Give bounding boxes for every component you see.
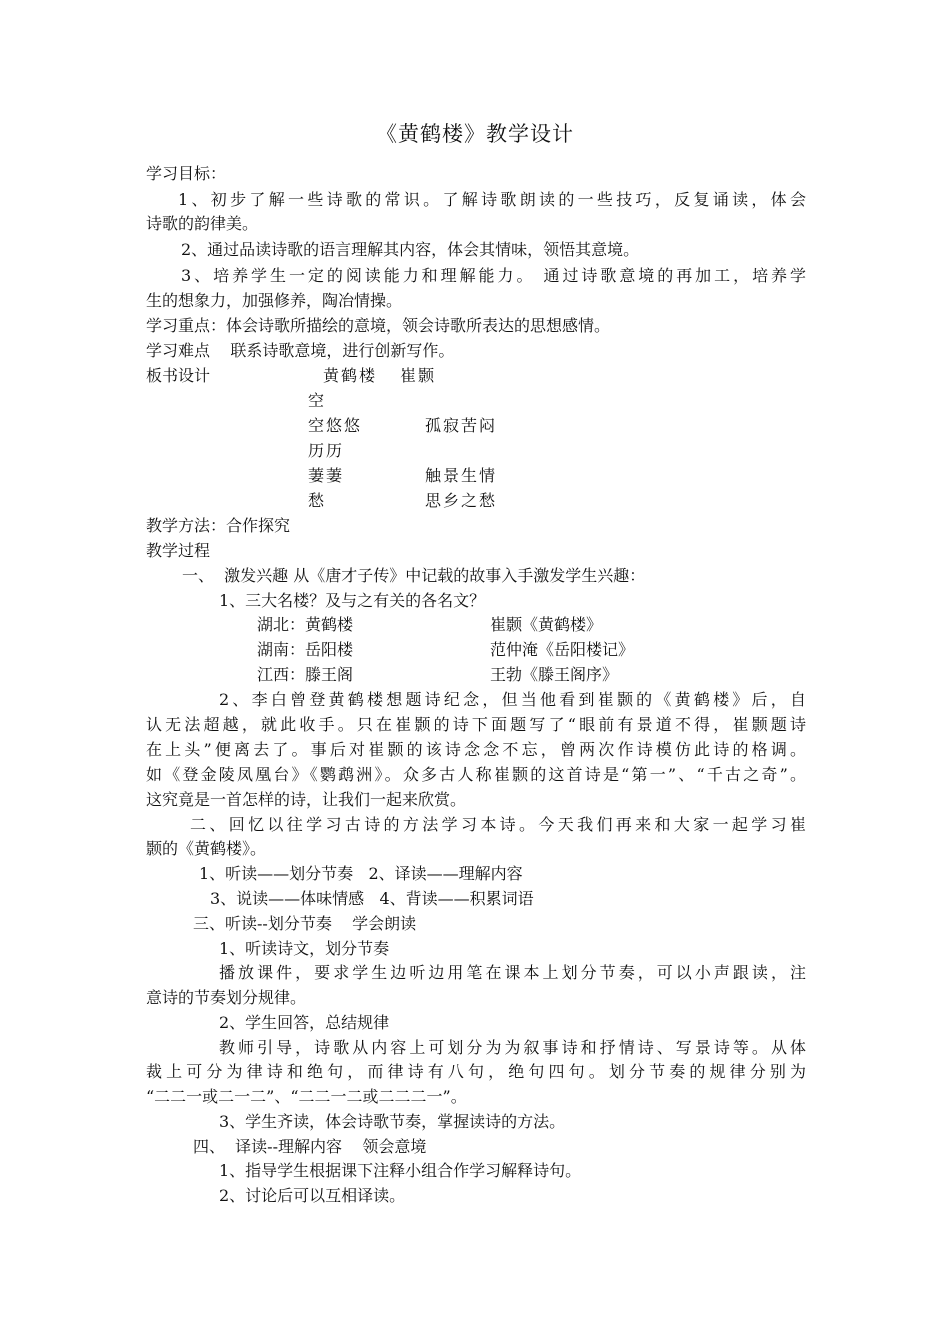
section-3-step-2-line-1: 教师引导，诗歌从内容上可划分为为叙事诗和抒情诗、写景诗等。从体 bbox=[219, 1038, 806, 1057]
objective-3-line-2: 生的想象力，加强修养，陶冶情操。 bbox=[146, 291, 403, 310]
tower-work-3: 王勃《滕王阁序》 bbox=[490, 665, 619, 684]
board-poem: 黄鹤楼 bbox=[323, 366, 378, 385]
section-3-step-3: 3、学生齐读，体会诗歌节奏，掌握读诗的方法。 bbox=[219, 1112, 566, 1131]
tower-place-2: 湖南：岳阳楼 bbox=[257, 640, 354, 659]
section-2-line-1: 二、回忆以往学习古诗的方法学习本诗。今天我们再来和大家一起学习崔 bbox=[190, 815, 806, 834]
section-4-step-2: 2、讨论后可以互相译读。 bbox=[219, 1186, 406, 1205]
section-2-line-2: 颢的《黄鹤楼》。 bbox=[146, 839, 267, 858]
section-4-step-1: 1、指导学生根据课下注释小组合作学习解释诗句。 bbox=[219, 1161, 582, 1180]
section-3-step-1-line-1: 播放课件，要求学生边听边用笔在课本上划分节奏，可以小声跟读，注 bbox=[219, 963, 806, 982]
objectives-label: 学习目标： bbox=[146, 164, 227, 183]
tower-work-1: 崔颢《黄鹤楼》 bbox=[490, 615, 603, 634]
board-left-2: 空悠悠 bbox=[308, 416, 363, 435]
tower-place-1: 湖北：黄鹤楼 bbox=[257, 615, 354, 634]
section-2-methods-2: 3、说读——体味情感 4、背读——积累词语 bbox=[210, 889, 534, 908]
tower-place-3: 江西：滕王阁 bbox=[257, 665, 354, 684]
section-3-step-1: 1、听读诗文，划分节奏 bbox=[219, 939, 390, 958]
section-1-question: 1、三大名楼？及与之有关的各名文？ bbox=[219, 591, 486, 610]
board-right-2: 触景生情 bbox=[425, 466, 498, 485]
board-left-5: 愁 bbox=[308, 491, 327, 510]
section-3-step-2: 2、学生回答，总结规律 bbox=[219, 1013, 390, 1032]
difficulty: 学习难点 联系诗歌意境，进行创新写作。 bbox=[146, 341, 455, 360]
board-left-1: 空 bbox=[308, 391, 327, 410]
objective-3-line-1: 3、培养学生一定的阅读能力和理解能力。 通过诗歌意境的再加工，培养学 bbox=[181, 266, 806, 285]
board-author: 崔颢 bbox=[400, 366, 437, 385]
key-point: 学习重点：体会诗歌所描绘的意境，领会诗歌所表达的思想感情。 bbox=[146, 316, 611, 335]
section-1-paragraph-line-5: 这究竟是一首怎样的诗，让我们一起来欣赏。 bbox=[146, 790, 467, 809]
section-1-paragraph-line-1: 2、李白曾登黄鹤楼想题诗纪念，但当他看到崔颢的《黄鹤楼》后，自 bbox=[219, 690, 806, 709]
board-left-4: 萋萋 bbox=[308, 466, 345, 485]
board-right-1: 孤寂苦闷 bbox=[425, 416, 498, 435]
page-title: 《黄鹤楼》教学设计 bbox=[376, 122, 574, 146]
section-1-paragraph-line-3: 在上头”便离去了。事后对崔颢的该诗念念不忘，曾两次作诗模仿此诗的格调。 bbox=[146, 740, 806, 759]
objective-1-line-2: 诗歌的韵律美。 bbox=[146, 214, 259, 233]
process-label: 教学过程 bbox=[146, 541, 211, 560]
section-3-step-2-line-2: 裁上可分为律诗和绝句，而律诗有八句，绝句四句。划分节奏的规律分别为 bbox=[146, 1062, 806, 1081]
board-right-3: 思乡之愁 bbox=[425, 491, 498, 510]
objective-2: 2、通过品读诗歌的语言理解其内容，体会其情味，领悟其意境。 bbox=[181, 240, 640, 259]
method: 教学方法：合作探究 bbox=[146, 516, 291, 535]
board-label: 板书设计 bbox=[146, 366, 211, 385]
section-3-heading: 三、听读--划分节奏 学会朗读 bbox=[193, 914, 417, 933]
section-3-step-1-line-2: 意诗的节奏划分规律。 bbox=[146, 988, 307, 1007]
section-2-methods-1: 1、听读——划分节奏 2、译读——理解内容 bbox=[199, 864, 523, 883]
section-4-heading: 四、 译读--理解内容 领会意境 bbox=[193, 1137, 427, 1156]
section-3-step-2-line-3: “二二一或二一二”、“二二一二或二二二一”。 bbox=[146, 1087, 467, 1106]
objective-1-line-1: 1、初步了解一些诗歌的常识。了解诗歌朗读的一些技巧，反复诵读，体会 bbox=[178, 190, 806, 209]
section-1-paragraph-line-4: 如《登金陵凤凰台》《鹦鹉洲》。众多古人称崔颢的这首诗是“第一”、“千古之奇”。 bbox=[146, 765, 806, 784]
section-1-heading: 一、 激发兴趣 从《唐才子传》中记载的故事入手激发学生兴趣： bbox=[182, 566, 646, 585]
tower-work-2: 范仲淹《岳阳楼记》 bbox=[490, 640, 635, 659]
board-left-3: 历历 bbox=[308, 441, 345, 460]
section-1-paragraph-line-2: 认无法超越，就此收手。只在崔颢的诗下面题写了“眼前有景道不得，崔颢题诗 bbox=[146, 715, 806, 734]
